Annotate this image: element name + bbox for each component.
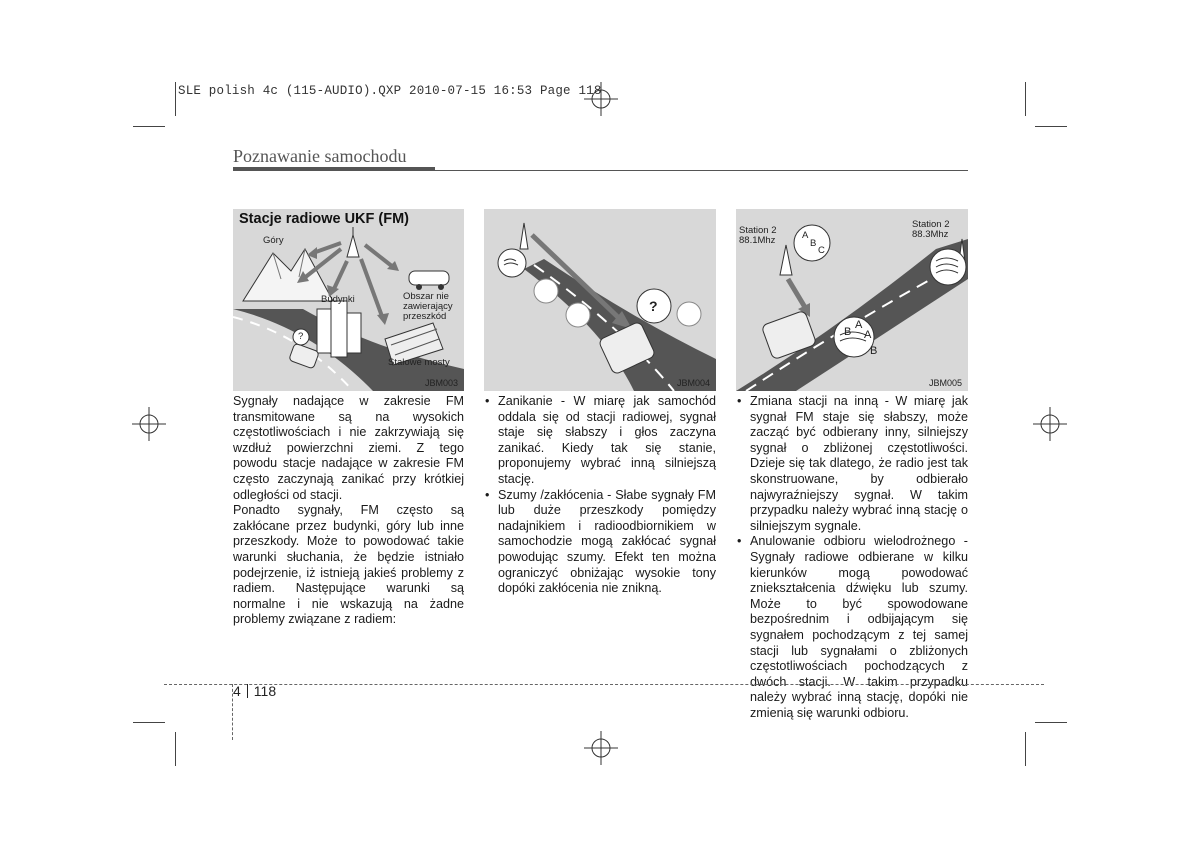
registration-mark-bottom [584,731,618,765]
signal-letter-a: A [802,230,809,241]
header-rule-thick [233,167,435,171]
text-column-left [233,394,464,628]
paragraph: Sygnały nadające w zakresie FM transmitowane są na wysokich częstotliwościach i nie zakrzywiają się wzdłuż powierzchni ziemi. Z tego powodu stacje nadające w zakresie FM często zaczynają zanikać przy krótkiej odległości od stacji. [233,394,464,502]
registration-mark-top [584,82,618,116]
bullet-item [484,488,716,597]
section-title: Poznawanie samochodu [233,146,407,166]
paragraph: Ponadto sygnały, FM często są zakłócane przez budynki, góry lub inne przeszkody. Może to powodować takie warunki słuchania, że będzie istniało podejrzenie, iż istnieją jakieś problemy z radiem. Następujące warunki są normalne i nie wskazują na żadne problemy związane z radiem: [233,503,464,627]
figure-title: Stacje radiowe UKF (FM) [239,211,409,227]
question-mark: ? [298,331,304,342]
chapter-number: 4 [233,683,241,699]
page-number [233,683,276,699]
figure-code: JBM003 [424,378,458,388]
bullet-item [736,534,968,721]
figure-station-change [736,209,968,391]
station-right-freq: 88.3Mhz [912,229,949,240]
signal-letter-b: B [810,238,817,249]
bullet-text: Zanikanie - W miarę jak samochód oddala się od stacji radiowej, sygnał staje się słabszy i głos zaczyna zanikać. Kiedy tak się stanie, proponujemy wybrać inną silniejszą stację. [498,394,716,486]
label-open-area-1: Obszar nie [403,291,449,302]
bullet-dot: • [737,534,742,549]
bullet-text: Anulowanie odbioru wielodrożnego - Sygnały radiowe odbierane w kilku kierunków mogą powodować zniekształcenia dźwięku lub szumy. Może to być spowodowane bezpośrednim i odbijającym się sygnałem pochodzącym z tej samej stacji lub sygnałami o zbliżonych częstotliwościach pochodzących z dwóch stacji. W takim przypadku należy wybrać inną stację, dopóki nie zmienią się warunki odbioru. [750,534,968,720]
bullet-text: Zmiana stacji na inną - W miarę jak sygnał FM staje się słabszy, może zacząć być odbierany inny, silniejszy sygnał o zbliżonej częstotliwości. Dzieje się tak dlatego, że radio jest tak skonstruowane, by odbierało najwyraźniejszy sygnał. W takim przypadku należy wybrać inną stację o silniejszym sygnale. [750,394,968,533]
header-rule-thin [435,170,968,171]
mixed-letter-b-2: B [870,345,878,357]
station-left-name: Station 2 [739,225,777,236]
question-mark: ? [649,298,658,314]
registration-mark-right [1033,407,1067,441]
figure-code: JBM004 [676,378,710,388]
print-slug: SLE polish 4c (115-AUDIO).QXP 2010-07-15 16:53 Page 118 [178,84,602,98]
station-right-name: Station 2 [912,219,950,230]
bullet-text: Szumy /zakłócenia - Słabe sygnały FM lub duże przeszkody pomiędzy nadajnikiem i radioodbiornikiem w samochodzie mogą zakłócać sygnał powodując szumy. Efekt ten można ograniczyć obniżając wysokie tony dopóki zakłócenia nie znikną. [498,487,716,596]
bullet-item [736,394,968,534]
footer-dashed-rule [164,684,1044,685]
signal-letter-c: C [818,245,825,256]
fading-illustration [484,209,716,391]
mixed-letter-a-2: A [864,329,872,341]
figure-code: JBM005 [928,378,962,388]
bullet-dot: • [485,394,490,408]
label-open-area-2: zawierający [403,301,453,312]
registration-mark-left [132,407,166,441]
text-column-middle [484,394,716,597]
figure-fading [484,209,716,391]
label-open-area-3: przeszkód [403,311,447,322]
station-left-freq: 88.1Mhz [739,235,776,246]
label-buildings: Budynki [321,294,355,305]
figure-fm-stations [233,209,464,391]
mixed-letter-b: B [844,326,852,338]
bullet-dot: • [485,487,490,502]
page-number-value: 118 [253,683,277,699]
mixed-letter-a: A [855,319,863,331]
label-steel-bridges: Stalowe mosty [388,357,450,368]
bullet-dot: • [737,394,742,408]
bullet-item [484,394,716,488]
text-column-right [736,394,968,721]
label-mountains: Góry [263,235,284,246]
